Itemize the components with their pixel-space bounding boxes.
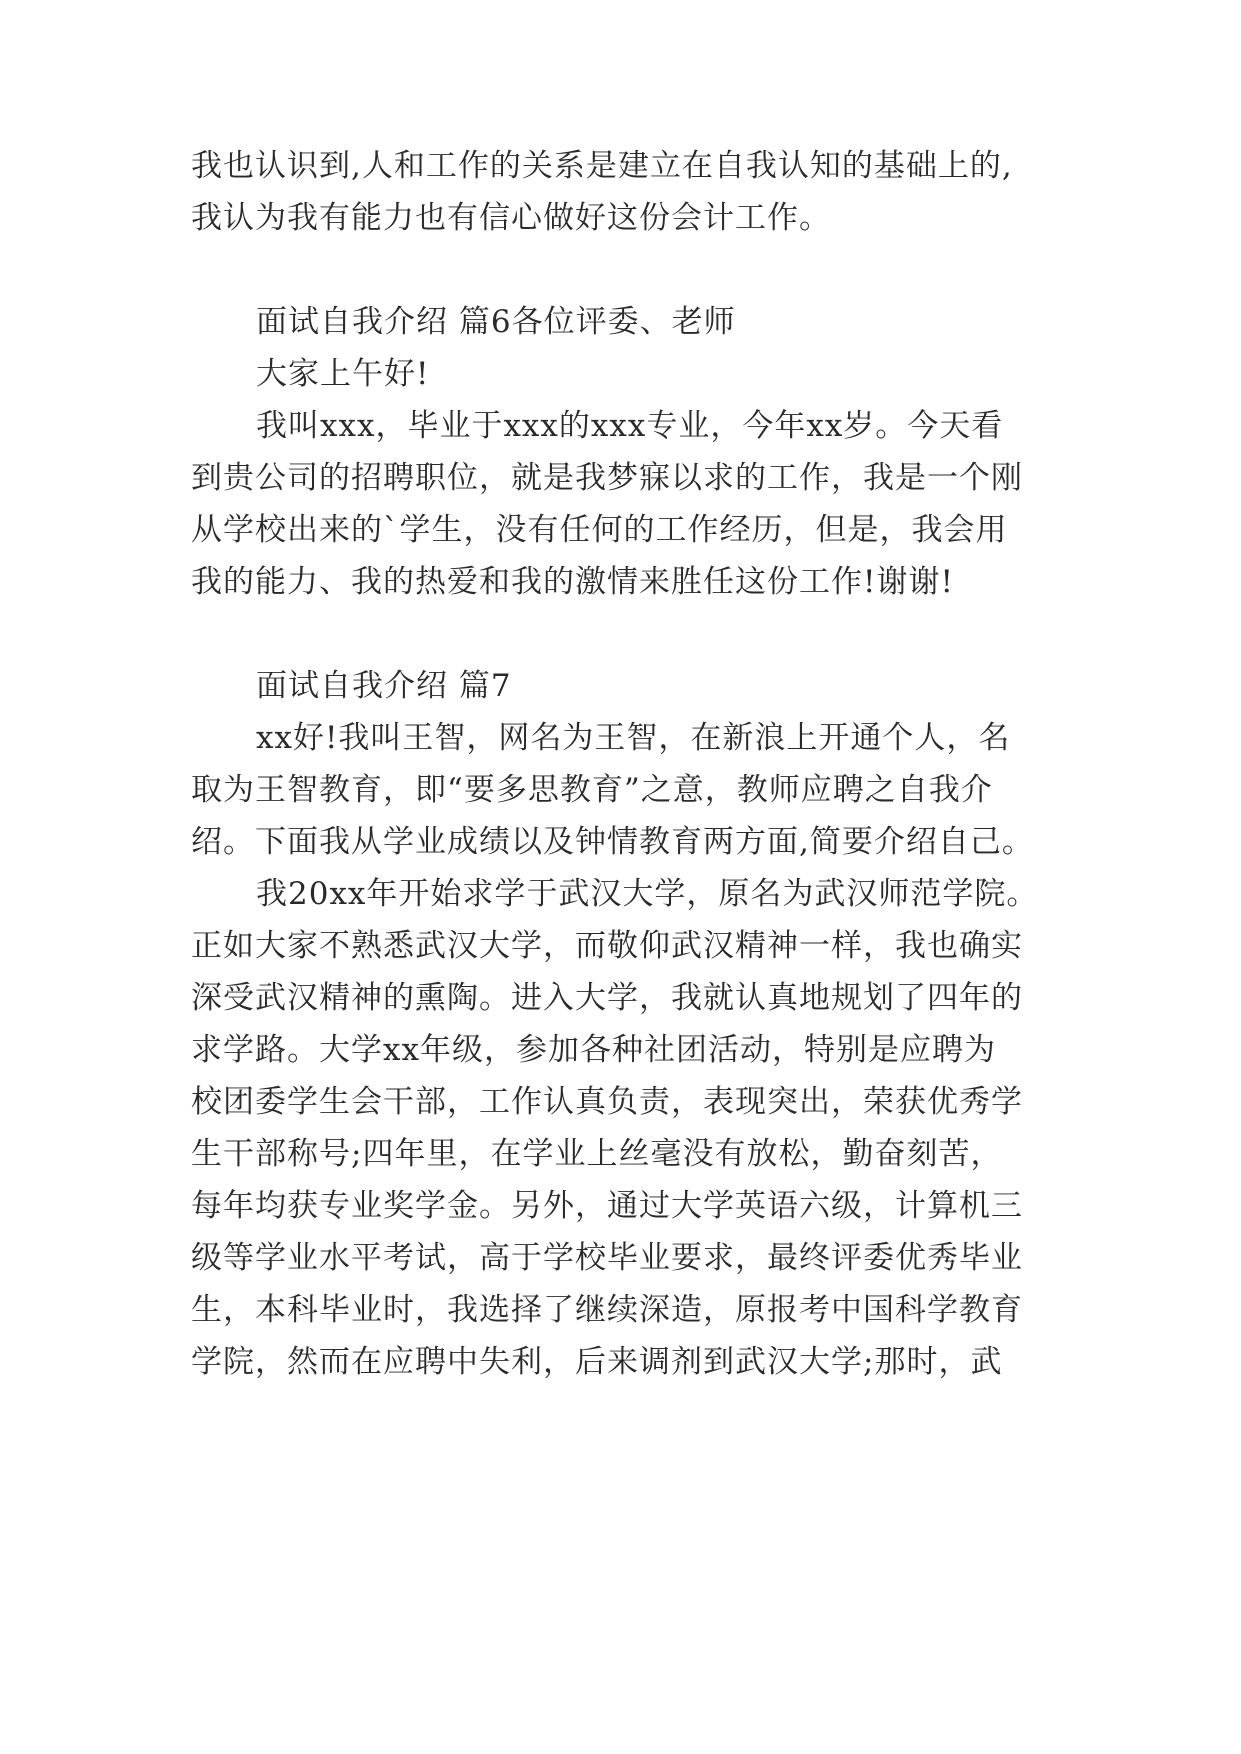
text-line: 生干部称号;四年里，在学业上丝毫没有放松，勤奋刻苦， [191,1136,1003,1172]
text-line: 正如大家不熟悉武汉大学，而敬仰武汉精神一样，我也确实 [191,928,1023,964]
text-line: 校团委学生会干部，工作认真负责，表现突出，荣获优秀学 [191,1084,1023,1120]
text-line: 取为王智教育，即“要多思教育”之意，教师应聘之自我介 [191,772,993,808]
text-line: 我认为我有能力也有信心做好这份会计工作。 [191,200,831,236]
text-line: 大家上午好! [256,356,430,392]
text-line: 到贵公司的招聘职位，就是我梦寐以求的工作，我是一个刚 [191,460,1023,496]
text-line: 从学校出来的`学生，没有任何的工作经历，但是，我会用 [191,512,1008,548]
text-line: 学院，然而在应聘中失利，后来调剂到武汉大学;那时，武 [191,1344,1003,1380]
section-heading: 面试自我介绍 篇6各位评委、老师 [256,304,736,340]
text-line: 我叫xxx，毕业于xxx的xxx专业，今年xx岁。今天看 [256,408,1004,444]
text-line: 我20xx年开始求学于武汉大学，原名为武汉师范学院。 [256,876,1039,912]
text-line: 每年均获专业奖学金。另外，通过大学英语六级，计算机三 [191,1188,1023,1224]
text-line: 绍。下面我从学业成绩以及钟情教育两方面,简要介绍自己。 [191,824,1034,860]
text-line: 深受武汉精神的熏陶。进入大学，我就认真地规划了四年的 [191,980,1023,1016]
text-line: 我的能力、我的热爱和我的激情来胜任这份工作!谢谢! [191,564,954,600]
text-line: 生，本科毕业时，我选择了继续深造，原报考中国科学教育 [191,1292,1023,1328]
text-line: 级等学业水平考试，高于学校毕业要求，最终评委优秀毕业 [191,1240,1023,1276]
section-heading: 面试自我介绍 篇7 [256,668,512,704]
text-line: xx好!我叫王智，网名为王智，在新浪上开通个人，名 [256,720,1011,756]
text-line: 求学路。大学xx年级，参加各种社团活动，特别是应聘为 [191,1032,996,1068]
text-line: 我也认识到,人和工作的关系是建立在自我认知的基础上的, [191,148,1013,184]
